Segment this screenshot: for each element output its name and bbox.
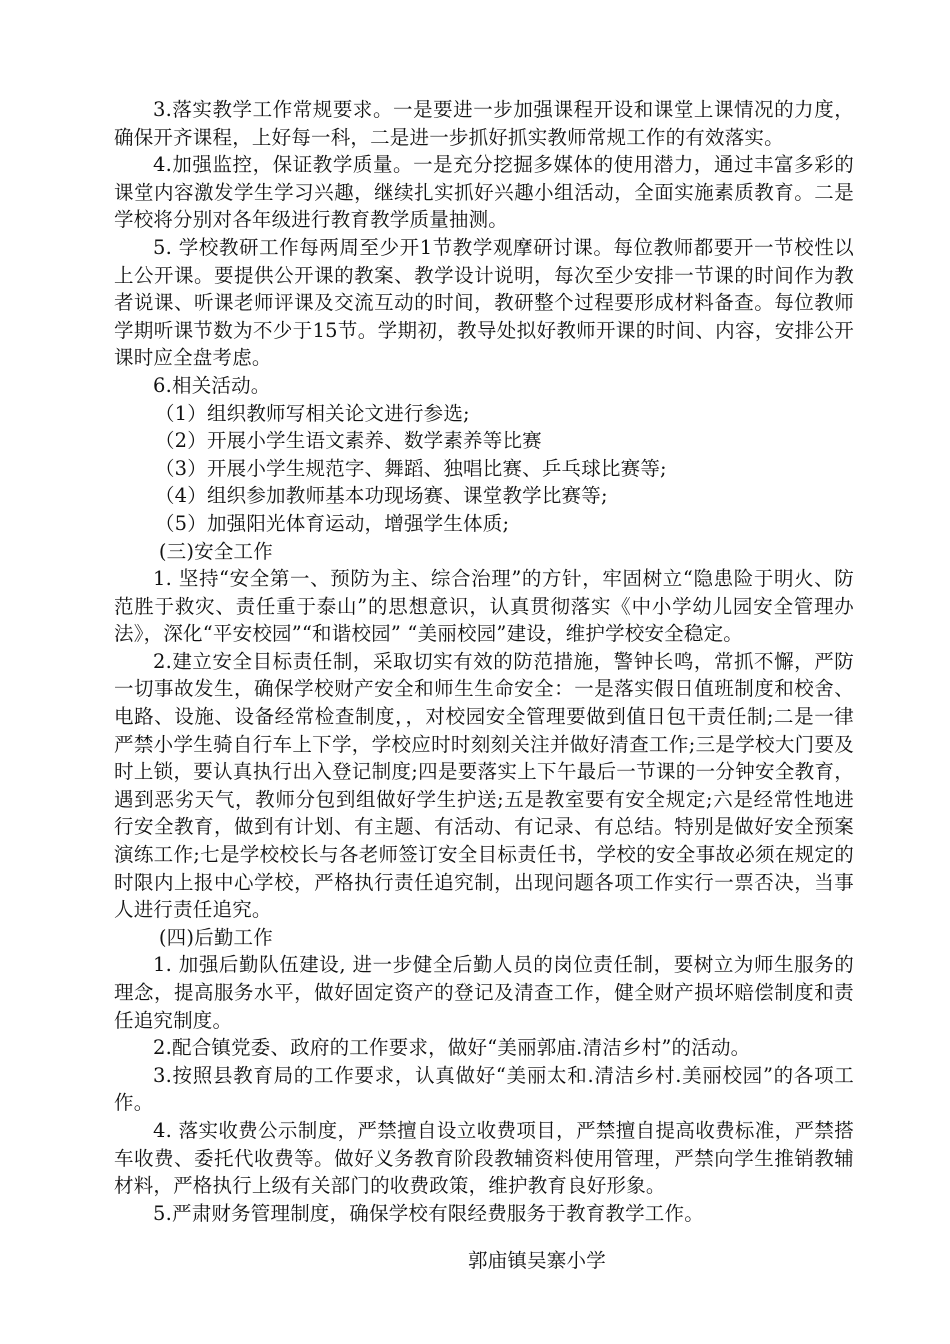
activity-item-2: （2）开展小学生语文素养、数学素养等比赛: [154, 429, 542, 453]
paragraph-safety-2: 2.建立安全目标责任制，采取切实有效的防范措施，警钟长鸣，常抓不懈，严防一切事故发生，确保学校财产安全和师生生命安全：一是落实假日值班制度和校舍、电路、设施、设备经常检查制度，，对校园安全管理要做到值日包干责任制;二是一律严禁小学生骑自行车上下学，学校应时时刻刻关注并做好清查工作;三是学校大门要及时上锁，要认真执行出入登记制度;四是要落实上下午最后一节课的一分钟安全教育，遇到恶劣天气，教师分包到组做好学生护送;五是教室要有安全规定;六是经常性地进行安全教育，做到有计划、有主题、有活动、有记录、有总结。特别是做好安全预案演练工作;七是学校校长与各老师签订安全目标责任书，学校的安全事故必须在规定的时限内上报中心学校，严格执行责任追究制，出现问题各项工作实行一票否决，当事人进行责任追究。: [114, 649, 854, 922]
document-body: [114, 96, 854, 1227]
paragraph-logistics-5: 5.严肃财务管理制度，确保学校有限经费服务于教育教学工作。: [153, 1201, 704, 1225]
paragraph-logistics-4: 4. 落实收费公示制度，严禁擅自设立收费项目，严禁擅自提高收费标准，严禁搭车收费、委托代收费等。做好义务教育阶段教辅资料使用管理，严禁向学生推销教辅材料，严格执行上级有关部门的收费政策，维护教育良好形象。: [114, 1118, 854, 1198]
activity-item-5: （5）加强阳光体育运动，增强学生体质;: [154, 511, 510, 535]
paragraph-safety-1: 1. 坚持“安全第一、预防为主、综合治理”的方针，牢固树立“隐患险于明火、防范胜于救灾、责任重于泰山”的思想意识，认真贯彻落实《中小学幼儿园安全管理办法》，深化“平安校园”“和谐校园” “美丽校园”建设，维护学校安全稳定。: [114, 567, 854, 646]
paragraph-logistics-2: 2.配合镇党委、政府的工作要求，做好“美丽郭庙.清洁乡村”的活动。: [153, 1036, 751, 1060]
activity-item-4: （4）组织参加教师基本功现场赛、课堂教学比赛等;: [154, 484, 608, 508]
paragraph-5-teaching-research: 5. 学校教研工作每两周至少开1节教学观摩研讨课。每位教师都要开一节校性以上公开课。要提供公开课的教案、教学设计说明，每次至少安排一节课的时间作为教者说课、听课老师评课及交流互动的时间，教研整个过程要形成材料备查。每位教师学期听课节数为不少于15节。学期初，教导处拟好教师开课的时间、内容，安排公开课时应全盘考虑。: [114, 235, 854, 370]
activity-item-1: （1）组织教师写相关论文进行参选;: [154, 401, 470, 425]
signature-school-name: 郭庙镇吴寨小学: [468, 1249, 606, 1272]
activity-item-3: （3）开展小学生规范字、舞蹈、独唱比赛、乒乓球比赛等;: [154, 456, 667, 480]
paragraph-3-teaching-routine: 3.落实教学工作常规要求。一是要进一步加强课程开设和课堂上课情况的力度，确保开齐课程，上好每一科，二是进一步抓好抓实教师常规工作的有效落实。: [114, 98, 854, 149]
paragraph-4-quality-monitoring: 4.加强监控，保证教学质量。一是充分挖掘多媒体的使用潜力，通过丰富多彩的课堂内容激发学生学习兴趣，继续扎实抓好兴趣小组活动，全面实施素质教育。二是学校将分别对各年级进行教育教学质量抽测。: [114, 153, 854, 232]
section-heading-safety: (三)安全工作: [158, 539, 273, 563]
paragraph-logistics-3: 3.按照县教育局的工作要求，认真做好“美丽太和.清洁乡村.美丽校园”的各项工作。: [114, 1063, 854, 1115]
paragraph-6-activities: 6.相关活动。: [153, 373, 271, 397]
section-heading-logistics: (四)后勤工作: [158, 925, 273, 949]
paragraph-logistics-1: 1. 加强后勤队伍建设, 进一步健全后勤人员的岗位责任制，要树立为师生服务的理念，提高服务水平，做好固定资产的登记及清查工作，健全财产损坏赔偿制度和责任追究制度。: [114, 953, 854, 1032]
